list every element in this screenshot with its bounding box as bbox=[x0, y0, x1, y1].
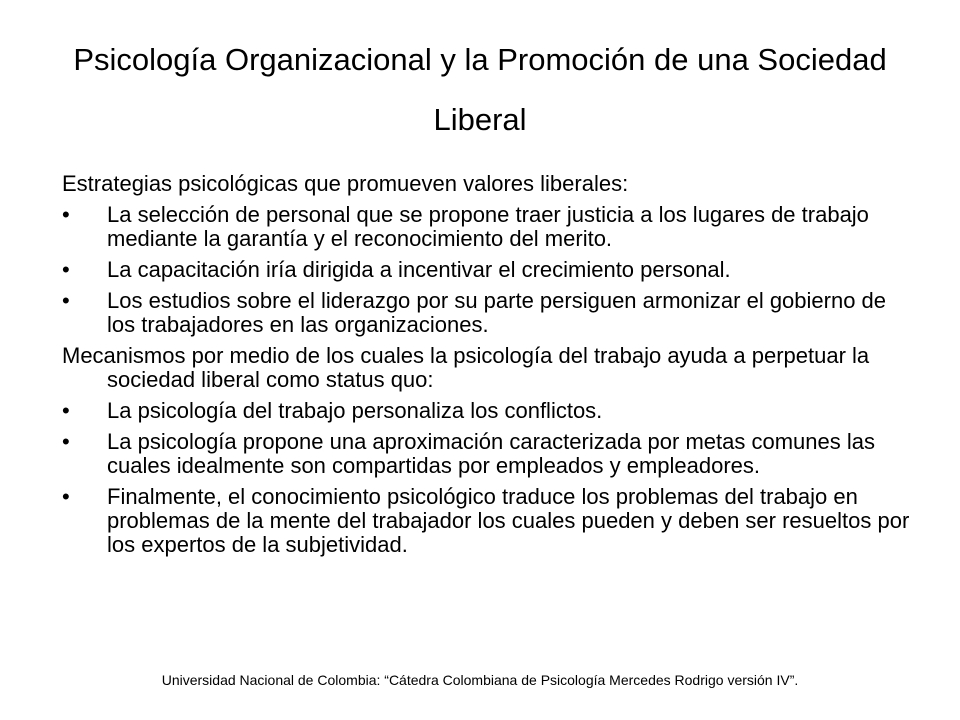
bullet-item bbox=[62, 203, 912, 251]
bullet-text: La psicología del trabajo personaliza los conflictos. bbox=[107, 398, 603, 423]
bullet-icon: • bbox=[62, 288, 70, 313]
bullet-text: La capacitación iría dirigida a incentivar el crecimiento personal. bbox=[107, 257, 731, 282]
bullet-icon: • bbox=[62, 202, 70, 227]
slide-body bbox=[62, 172, 912, 564]
bullet-item bbox=[62, 485, 912, 557]
slide-title: Psicología Organizacional y la Promoción de una Sociedad Liberal bbox=[73, 42, 887, 137]
bullet-icon: • bbox=[62, 429, 70, 454]
slide-footer: Universidad Nacional de Colombia: “Cátedra Colombiana de Psicología Mercedes Rodrigo versión IV”. bbox=[161, 672, 799, 688]
bullet-item bbox=[62, 258, 912, 282]
section-heading-strategies: Estrategias psicológicas que promueven valores liberales: bbox=[62, 171, 629, 196]
bullet-icon: • bbox=[62, 257, 70, 282]
bullet-text: Finalmente, el conocimiento psicológico traduce los problemas del trabajo en problemas de la mente del trabajador los cuales pueden y deben ser resueltos por los expertos de la subjetividad. bbox=[107, 484, 910, 557]
bullet-text: La selección de personal que se propone traer justicia a los lugares de trabajo mediante la garantía y el reconocimiento del merito. bbox=[107, 202, 869, 251]
section-heading-mechanisms: Mecanismos por medio de los cuales la psicología del trabajo ayuda a perpetuar la sociedad liberal como status quo: bbox=[62, 343, 870, 392]
bullet-item bbox=[62, 289, 912, 337]
bullet-icon: • bbox=[62, 484, 70, 509]
bullet-item bbox=[62, 430, 912, 478]
bullet-text: Los estudios sobre el liderazgo por su parte persiguen armonizar el gobierno de los trabajadores en las organizaciones. bbox=[107, 288, 887, 337]
bullet-item bbox=[62, 399, 912, 423]
bullet-text: La psicología propone una aproximación caracterizada por metas comunes las cuales idealmente son compartidas por empleados y empleadores. bbox=[107, 429, 875, 478]
bullet-icon: • bbox=[62, 398, 70, 423]
